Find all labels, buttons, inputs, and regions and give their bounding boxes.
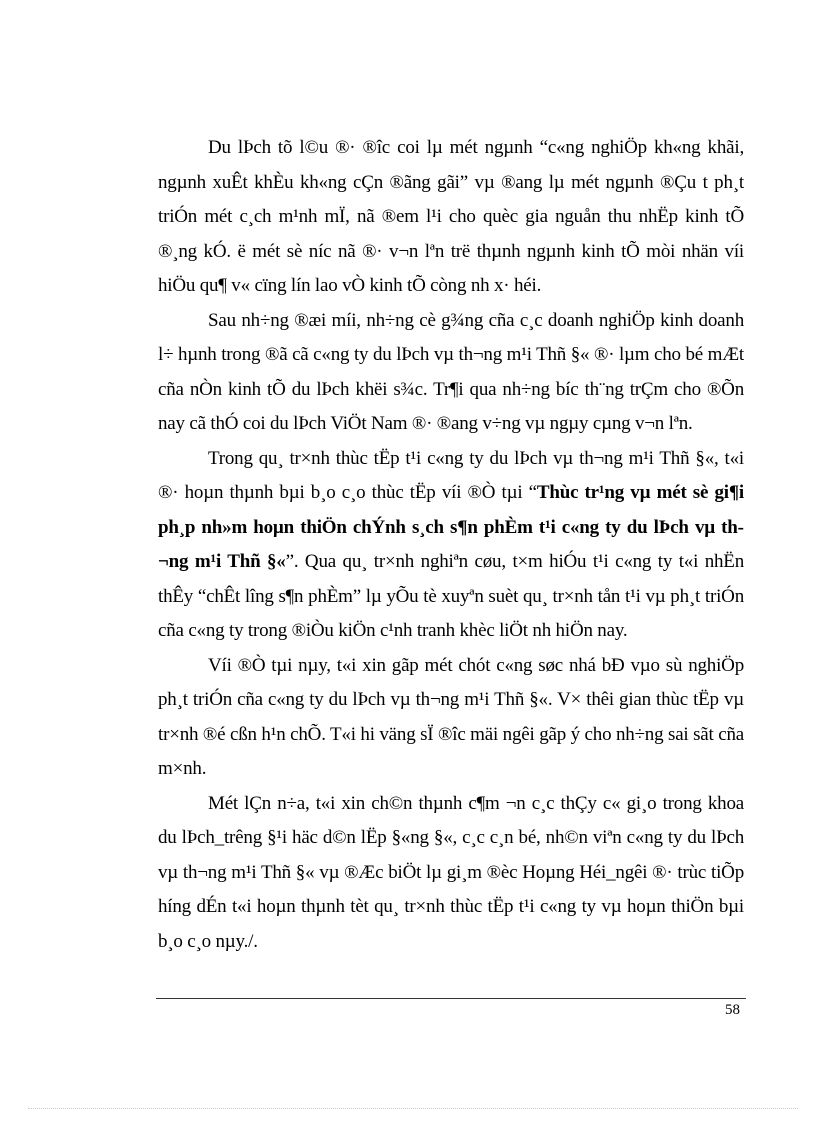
thesis-title: Thùc tr¹ng vµ mét sè gi¶i ph¸p nh»m hoµn thiÖn chÝnh s¸ch s¶n phÈm t¹i c«ng ty du lÞch vµ th¬ng m¹i Thñ §« <box>158 482 744 572</box>
footer-divider <box>156 998 746 999</box>
page-edge-divider <box>28 1108 798 1109</box>
body-text <box>158 131 744 959</box>
paragraph-3-rest: ”. Qua qu¸ tr×nh nghiªn cøu, t×m hiÓu t¹i c«ng ty t«i nhËn thÊy “chÊt lîng s¶n phÈm” lµ yÕu tè xuyªn suèt qu¸ tr×nh tån t¹i vµ ph¸t triÓn cña c«ng ty trong ®iÒu kiÖn c¹nh tranh khèc liÖt nh hiÖn nay. <box>158 551 744 641</box>
paragraph-3-intro: Trong qu¸ tr×nh thùc tËp t¹i c«ng ty du lÞch vµ th¬ng m¹i Thñ §«, t«i ®· hoµn thµnh bµi b¸o c¸o thùc tËp víi ®Ò tµi “ <box>158 447 744 503</box>
paragraph-2: Sau nh÷ng ®æi míi, nh÷ng cè g¾ng cña c¸c doanh nghiÖp kinh doanh l÷ hµnh trong ®ã cã c«ng ty du lÞch vµ th¬ng m¹i Thñ §« ®· lµm cho bé mÆt cña nÒn kinh tÕ du lÞch khëi s¾c. Tr¶i qua nh÷ng bíc th¨ng trÇm cho ®Õn nay cã thÓ coi du lÞch ViÖt Nam ®· ®ang v÷ng vµ ngµy cµng v¬n lªn. <box>158 309 744 434</box>
paragraph-5: Mét lÇn n÷a, t«i xin ch©n thµnh c¶m ¬n c¸c thÇy c« gi¸o trong khoa du lÞch_trêng §¹i häc d©n lËp §«ng §«, c¸c c¸n bé, nh©n viªn c«ng ty du lÞch vµ th¬ng m¹i Thñ §« vµ ®Æc biÖt lµ gi¸m ®èc Hoµng Héi_ngêi ®· trùc tiÕp híng dÉn t«i hoµn thµnh tèt qu¸ tr×nh thùc tËp t¹i c«ng ty vµ hoµn thiÖn bµi b¸o c¸o nµy./. <box>158 792 744 952</box>
paragraph-3 <box>158 442 744 649</box>
paragraph-1: Du lÞch tõ l©u ®· ®îc coi lµ mét ngµnh “c«ng nghiÖp kh«ng khãi, ngµnh xuÊt khÈu kh«ng cÇn ®ãng gãi” vµ ®ang lµ mét ngµnh ®Çu t ph¸t triÓn mét c¸ch m¹nh mÏ, nã ®em l¹i cho quèc gia nguån thu nhËp kinh tÕ ®¸ng kÓ. ë mét sè níc nã ®· v¬n lªn trë thµnh ngµnh kinh tÕ mòi nhän víi hiÖu qu¶ v« cïng lín lao vÒ kinh tÕ còng nh x· héi. <box>158 137 744 296</box>
paragraph-4: Víi ®Ò tµi nµy, t«i xin gãp mét chót c«ng søc nhá bÐ vµo sù nghiÖp ph¸t triÓn cña c«ng ty du lÞch vµ th¬ng m¹i Thñ §«. V× thêi gian thùc tËp vµ tr×nh ®é cßn h¹n chÕ. T«i hi väng sÏ ®îc mäi ngêi gãp ý cho nh÷ng sai sãt cña m×nh. <box>158 654 744 779</box>
page-number: 58 <box>725 1002 740 1018</box>
